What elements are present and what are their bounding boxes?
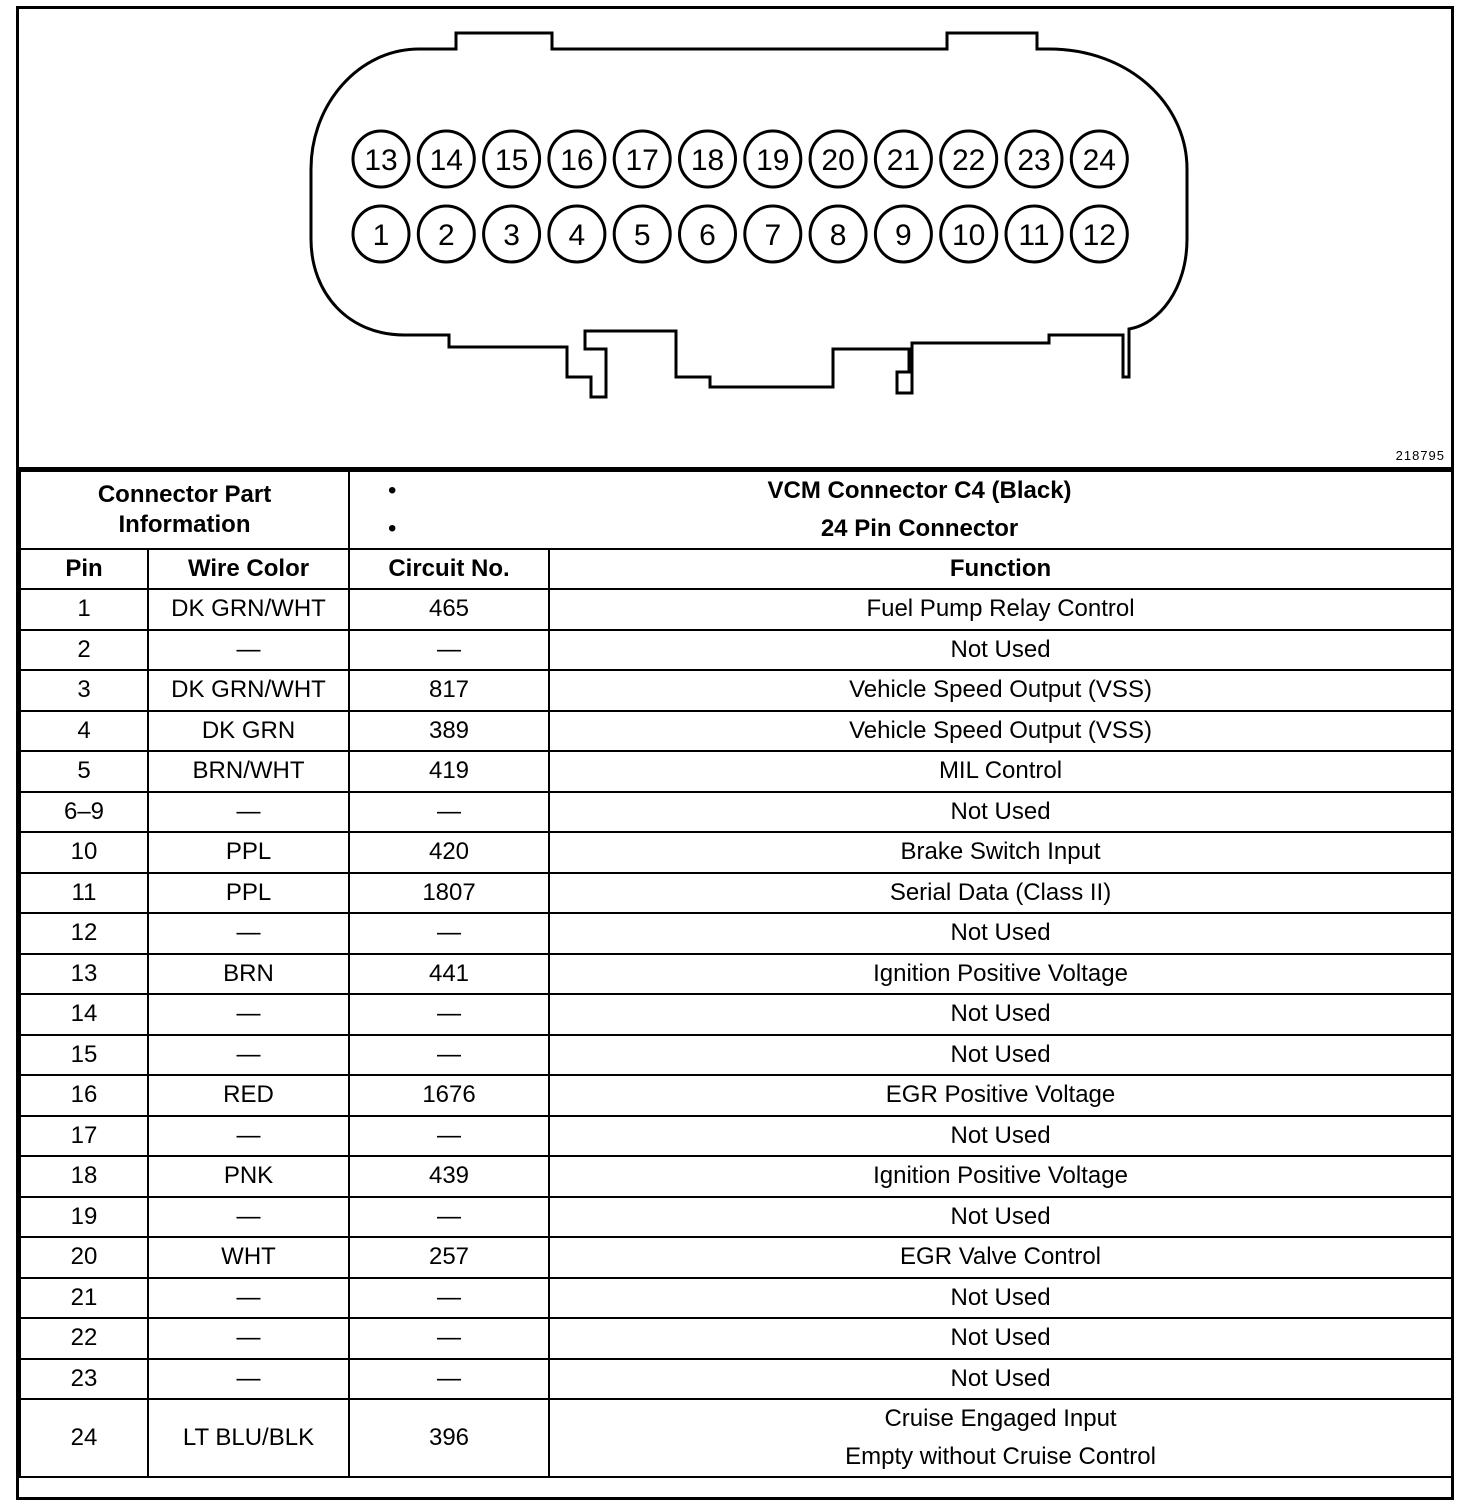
pin-number-label: 10 [952, 219, 986, 252]
pin-number-label: 24 [1082, 144, 1116, 177]
pin-cell: 4 [20, 711, 148, 752]
circuit-cell: — [349, 913, 549, 954]
pin-21-cavity [875, 131, 931, 187]
function-cell: Not Used [549, 1278, 1452, 1319]
table-row [20, 913, 1452, 954]
circuit-cell: 1676 [349, 1075, 549, 1116]
function-cell: Fuel Pump Relay Control [549, 589, 1452, 630]
pin-number-label: 3 [503, 219, 520, 252]
table-row [20, 1237, 1452, 1278]
pin-number-label: 17 [625, 144, 659, 177]
wire-color-cell: — [148, 994, 349, 1035]
pin-number-label: 12 [1082, 219, 1116, 252]
circuit-cell: — [349, 1278, 549, 1319]
pin-number-label: 22 [952, 144, 986, 177]
figure-id: 218795 [1395, 448, 1445, 463]
pin-number-label: 11 [1018, 219, 1050, 252]
circuit-cell: — [349, 994, 549, 1035]
pin-cell: 16 [20, 1075, 148, 1116]
function-cell: Vehicle Speed Output (VSS) [549, 711, 1452, 752]
column-header-pin: Pin [20, 549, 148, 589]
table-row [20, 1197, 1452, 1238]
pin-number-label: 18 [690, 144, 725, 177]
function-cell: MIL Control [549, 751, 1452, 792]
connector-info-label-line2: Information [118, 511, 251, 538]
function-cell: Not Used [549, 630, 1452, 671]
wire-color-cell: RED [148, 1075, 349, 1116]
pin-14-cavity [418, 131, 474, 187]
circuit-cell: 419 [349, 751, 549, 792]
circuit-cell: 420 [349, 832, 549, 873]
circuit-cell: 389 [349, 711, 549, 752]
pin-cell: 15 [20, 1035, 148, 1076]
table-row [20, 994, 1452, 1035]
table-row [20, 1116, 1452, 1157]
pin-1-cavity [353, 206, 409, 262]
circuit-cell: — [349, 1116, 549, 1157]
circuit-cell: — [349, 630, 549, 671]
table-row [20, 1075, 1452, 1116]
function-cell: Not Used [549, 1197, 1452, 1238]
pin-cell: 20 [20, 1237, 148, 1278]
pin-17-cavity [614, 131, 670, 187]
connector-sheet [16, 6, 1454, 1500]
wire-color-cell: PPL [148, 873, 349, 914]
pin-cell: 2 [20, 630, 148, 671]
pin-cell: 18 [20, 1156, 148, 1197]
pin-number-label: 16 [560, 144, 594, 177]
pin-number-label: 9 [895, 219, 912, 252]
circuit-cell: 1807 [349, 873, 549, 914]
pin-24-cavity [1071, 131, 1127, 187]
pin-cell: 5 [20, 751, 148, 792]
pin-22-cavity [941, 131, 997, 187]
pin-cell: 13 [20, 954, 148, 995]
wire-color-cell: DK GRN/WHT [148, 670, 349, 711]
pin-6-cavity [680, 206, 736, 262]
pin-number-label: 19 [756, 144, 790, 177]
pin-cell: 11 [20, 873, 148, 914]
pin-row-bottom [353, 206, 1127, 262]
pin-number-label: 1 [372, 219, 390, 252]
pin-cell: 24 [20, 1399, 148, 1477]
wire-color-cell: DK GRN [148, 711, 349, 752]
pin-18-cavity [680, 131, 736, 187]
function-line: Empty without Cruise Control [845, 1443, 1156, 1470]
table-row [20, 1318, 1452, 1359]
circuit-cell: — [349, 1197, 549, 1238]
table-row [20, 1359, 1452, 1400]
pin-cell: 6–9 [20, 792, 148, 833]
circuit-cell: — [349, 792, 549, 833]
wire-color-cell: — [148, 630, 349, 671]
table-rows [20, 589, 1452, 1399]
pin-number-label: 7 [764, 219, 782, 252]
wire-color-cell: DK GRN/WHT [148, 589, 349, 630]
function-cell: Brake Switch Input [549, 832, 1452, 873]
function-cell: Ignition Positive Voltage [549, 1156, 1452, 1197]
pin-row-top [353, 131, 1127, 187]
pin-number-label: 13 [364, 144, 398, 177]
pin-cell: 21 [20, 1278, 148, 1319]
connector-info-row [20, 471, 1452, 549]
wire-color-cell: BRN [148, 954, 349, 995]
wire-color-cell: PNK [148, 1156, 349, 1197]
pin-cell: 12 [20, 913, 148, 954]
table-header-row [20, 549, 1452, 589]
pin-10-cavity [941, 206, 997, 262]
table-row [20, 873, 1452, 914]
pin-number-label: 23 [1017, 144, 1051, 177]
connector-info-label-line1: Connector Part [97, 481, 272, 508]
pin-cell: 23 [20, 1359, 148, 1400]
function-cell: Not Used [549, 792, 1452, 833]
pin-cell: 19 [20, 1197, 148, 1238]
pin-number-label: 8 [829, 219, 847, 252]
wire-color-cell: — [148, 1035, 349, 1076]
pin-cell: 22 [20, 1318, 148, 1359]
wire-color-cell: BRN/WHT [148, 751, 349, 792]
pin-9-cavity [875, 206, 931, 262]
connector-outline-drawing [19, 9, 1451, 467]
table-row [20, 792, 1452, 833]
wire-color-cell: — [148, 1116, 349, 1157]
wire-color-cell: — [148, 792, 349, 833]
pin-cell: 10 [20, 832, 148, 873]
pin-23-cavity [1006, 131, 1062, 187]
pin-19-cavity [745, 131, 801, 187]
pin-3-cavity [484, 206, 540, 262]
table-row [20, 670, 1452, 711]
pin-4-cavity [549, 206, 605, 262]
pin-number-label: 5 [633, 219, 651, 252]
wire-color-cell: — [148, 1318, 349, 1359]
function-cell: Not Used [549, 913, 1452, 954]
pin-number-label: 14 [429, 144, 463, 177]
function-cell: Not Used [549, 1318, 1452, 1359]
pin-cell: 17 [20, 1116, 148, 1157]
table-row [20, 1399, 1452, 1477]
circuit-cell: 257 [349, 1237, 549, 1278]
bullet: • [388, 515, 397, 542]
circuit-cell: 396 [349, 1399, 549, 1477]
table-row [20, 751, 1452, 792]
function-line: Cruise Engaged Input [884, 1405, 1117, 1432]
column-header-function: Function [549, 549, 1452, 589]
function-cell: Not Used [549, 994, 1452, 1035]
pin-cell: 14 [20, 994, 148, 1035]
column-header-wire-color: Wire Color [148, 549, 349, 589]
function-cell: Not Used [549, 1359, 1452, 1400]
circuit-cell: 441 [349, 954, 549, 995]
wire-color-cell: — [148, 1359, 349, 1400]
pin-cell: 1 [20, 589, 148, 630]
pin-number-label: 20 [821, 144, 855, 177]
pin-number-label: 4 [568, 219, 586, 252]
pin-20-cavity [810, 131, 866, 187]
pin-2-cavity [418, 206, 474, 262]
connector-info-label-cell [20, 471, 349, 549]
connector-info-values-cell [349, 471, 1452, 549]
pin-number-label: 2 [437, 219, 455, 252]
pin-number-label: 15 [494, 144, 529, 177]
pin-13-cavity [353, 131, 409, 187]
circuit-cell: — [349, 1318, 549, 1359]
connector-diagram [19, 9, 1451, 470]
pin-5-cavity [614, 206, 670, 262]
table-row [20, 630, 1452, 671]
function-cell: EGR Valve Control [549, 1237, 1452, 1278]
function-cell: Ignition Positive Voltage [549, 954, 1452, 995]
connector-pin-count: 24 Pin Connector [820, 515, 1019, 542]
function-cell [549, 1399, 1452, 1477]
connector-name: VCM Connector C4 (Black) [767, 477, 1072, 504]
pin-12-cavity [1071, 206, 1127, 262]
table-row [20, 832, 1452, 873]
function-cell: EGR Positive Voltage [549, 1075, 1452, 1116]
pin-8-cavity [810, 206, 866, 262]
table-row [20, 1156, 1452, 1197]
table-row [20, 711, 1452, 752]
table-row [20, 1035, 1452, 1076]
wire-color-cell: — [148, 1197, 349, 1238]
pin-15-cavity [484, 131, 540, 187]
wire-color-cell: — [148, 1278, 349, 1319]
wire-color-cell: — [148, 913, 349, 954]
wire-color-cell: PPL [148, 832, 349, 873]
circuit-cell: — [349, 1359, 549, 1400]
pin-7-cavity [745, 206, 801, 262]
table-row [20, 589, 1452, 630]
table-row [20, 1278, 1452, 1319]
pin-number-label: 21 [886, 144, 921, 177]
circuit-cell: 465 [349, 589, 549, 630]
pin-cell: 3 [20, 670, 148, 711]
bullet: • [388, 477, 397, 504]
function-cell: Vehicle Speed Output (VSS) [549, 670, 1452, 711]
pin-11-cavity [1006, 206, 1062, 262]
circuit-cell: — [349, 1035, 549, 1076]
pin-16-cavity [549, 131, 605, 187]
wire-color-cell: WHT [148, 1237, 349, 1278]
function-cell: Serial Data (Class II) [549, 873, 1452, 914]
pinout-table [19, 470, 1453, 1478]
function-cell: Not Used [549, 1035, 1452, 1076]
circuit-cell: 439 [349, 1156, 549, 1197]
pin-number-label: 6 [699, 219, 716, 252]
circuit-cell: 817 [349, 670, 549, 711]
column-header-circuit: Circuit No. [349, 549, 549, 589]
wire-color-cell: LT BLU/BLK [148, 1399, 349, 1477]
table-row [20, 954, 1452, 995]
function-cell: Not Used [549, 1116, 1452, 1157]
